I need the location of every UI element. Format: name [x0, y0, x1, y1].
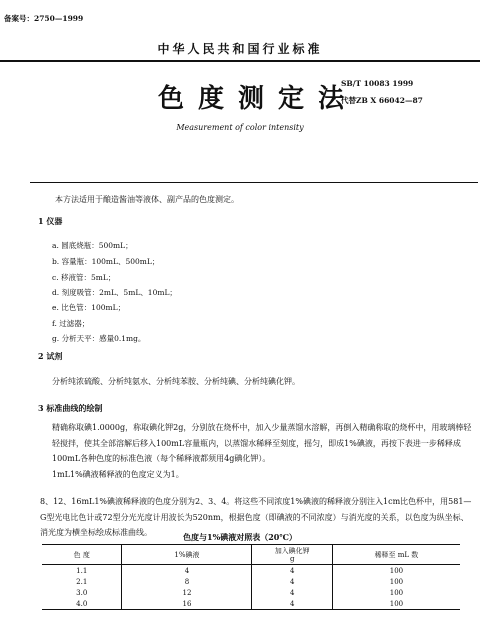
table-header-row [42, 545, 460, 565]
table-cell: 1.1 [76, 566, 88, 575]
document-title: 色度测定法 [158, 84, 359, 114]
table-row [42, 576, 460, 587]
table-row [42, 598, 460, 610]
section-heading-standard-curve: 3 标准曲线的绘制 [38, 403, 103, 413]
instrument-item: b. 容量瓶：100mL、500mL； [52, 257, 160, 266]
instrument-item: a. 圆底烧瓶：500mL； [52, 241, 133, 250]
instrument-item: f. 过滤器； [52, 319, 90, 328]
scope-text: 本方法适用于酿造酱油等液体、副产品的色度测定。 [55, 195, 239, 204]
table-cell: 4 [252, 587, 332, 598]
table-cell: 2.1 [76, 577, 88, 586]
header-cell: 1%碘液 [122, 545, 252, 565]
table-cell: 12 [122, 587, 252, 598]
table-cell: 100 [332, 587, 460, 598]
instrument-item: d. 刻度吸管：2mL、5mL、10mL； [52, 288, 177, 297]
table-cell: 100 [332, 598, 460, 610]
standard-curve-paragraph [52, 420, 472, 482]
table-row [42, 565, 460, 577]
replaces-standard: 代替ZB X 66042—87 [341, 96, 423, 105]
section-heading-instruments: 1 仪器 [38, 216, 63, 226]
standard-curve-paragraph-2: 8、12、16mL1%碘液稀释液的色度分别为2、3、4。将这些不同浓度1%碘液的稀释液分别注入1cm比色杯中，用581—G型光电比色计或72型分光光度计用波长为520nm，根据色度（即碘液的不同浓度）与消光度的关系，以色度为纵坐标、消光度为横坐标绘成标准曲线。 [40, 497, 472, 537]
table-cell: 3.0 [76, 588, 88, 597]
registration-number: 备案号：2750—1999 [4, 14, 84, 23]
table-cell: 4.0 [42, 598, 122, 610]
english-title: Measurement of color intensity [176, 123, 304, 132]
table-row [42, 587, 460, 598]
standard-header: 中华人民共和国行业标准 [157, 42, 323, 56]
paragraph-1: 精确称取碘1.0000g，称取碘化钾2g，分别放在烧杯中，加入少量蒸馏水溶解，再倒入精确称取的烧杯中，用玻璃棒轻轻搅拌，使其全部溶解后移入100mL容量瓶内，以蒸馏水稀释至刻度，摇匀，即成1%碘液，再按下表进一步稀释成100mL各种色度的标准色液（每个稀释液都须用4g碘化钾）。 [52, 423, 472, 463]
table-cell: 4 [252, 598, 332, 610]
paragraph-1b: 1mL1%碘液稀释液的色度定义为1。 [52, 469, 184, 479]
instrument-item: c. 移液管：5mL； [52, 273, 116, 282]
header-cell: 稀释至 mL 数 [332, 545, 460, 565]
standard-number: SB/T 10083 1999 [341, 79, 414, 88]
instrument-item: g. 分析天平：感量0.1mg。 [52, 334, 146, 343]
instrument-item: e. 比色管：100mL； [52, 303, 126, 312]
header-cell: 加入碘化钾 g [252, 545, 332, 565]
title-divider [30, 182, 478, 183]
table-cell: 16 [122, 598, 252, 610]
table-cell: 100 [332, 576, 460, 587]
header-cell: 色 度 [42, 545, 122, 565]
header-rule [0, 60, 480, 62]
color-reference-table [42, 544, 460, 610]
table-caption: 色度与1%碘液对照表（20℃） [183, 532, 297, 542]
table-cell: 4 [122, 565, 252, 577]
table-cell: 4 [252, 576, 332, 587]
reagents-text: 分析纯浓硫酸、分析纯氨水、分析纯苯胺、分析纯碘、分析纯碘化钾。 [52, 377, 300, 386]
table-cell: 100 [332, 565, 460, 577]
table-cell: 4 [252, 565, 332, 577]
section-heading-reagents: 2 试剂 [38, 351, 63, 361]
table-cell: 8 [122, 576, 252, 587]
